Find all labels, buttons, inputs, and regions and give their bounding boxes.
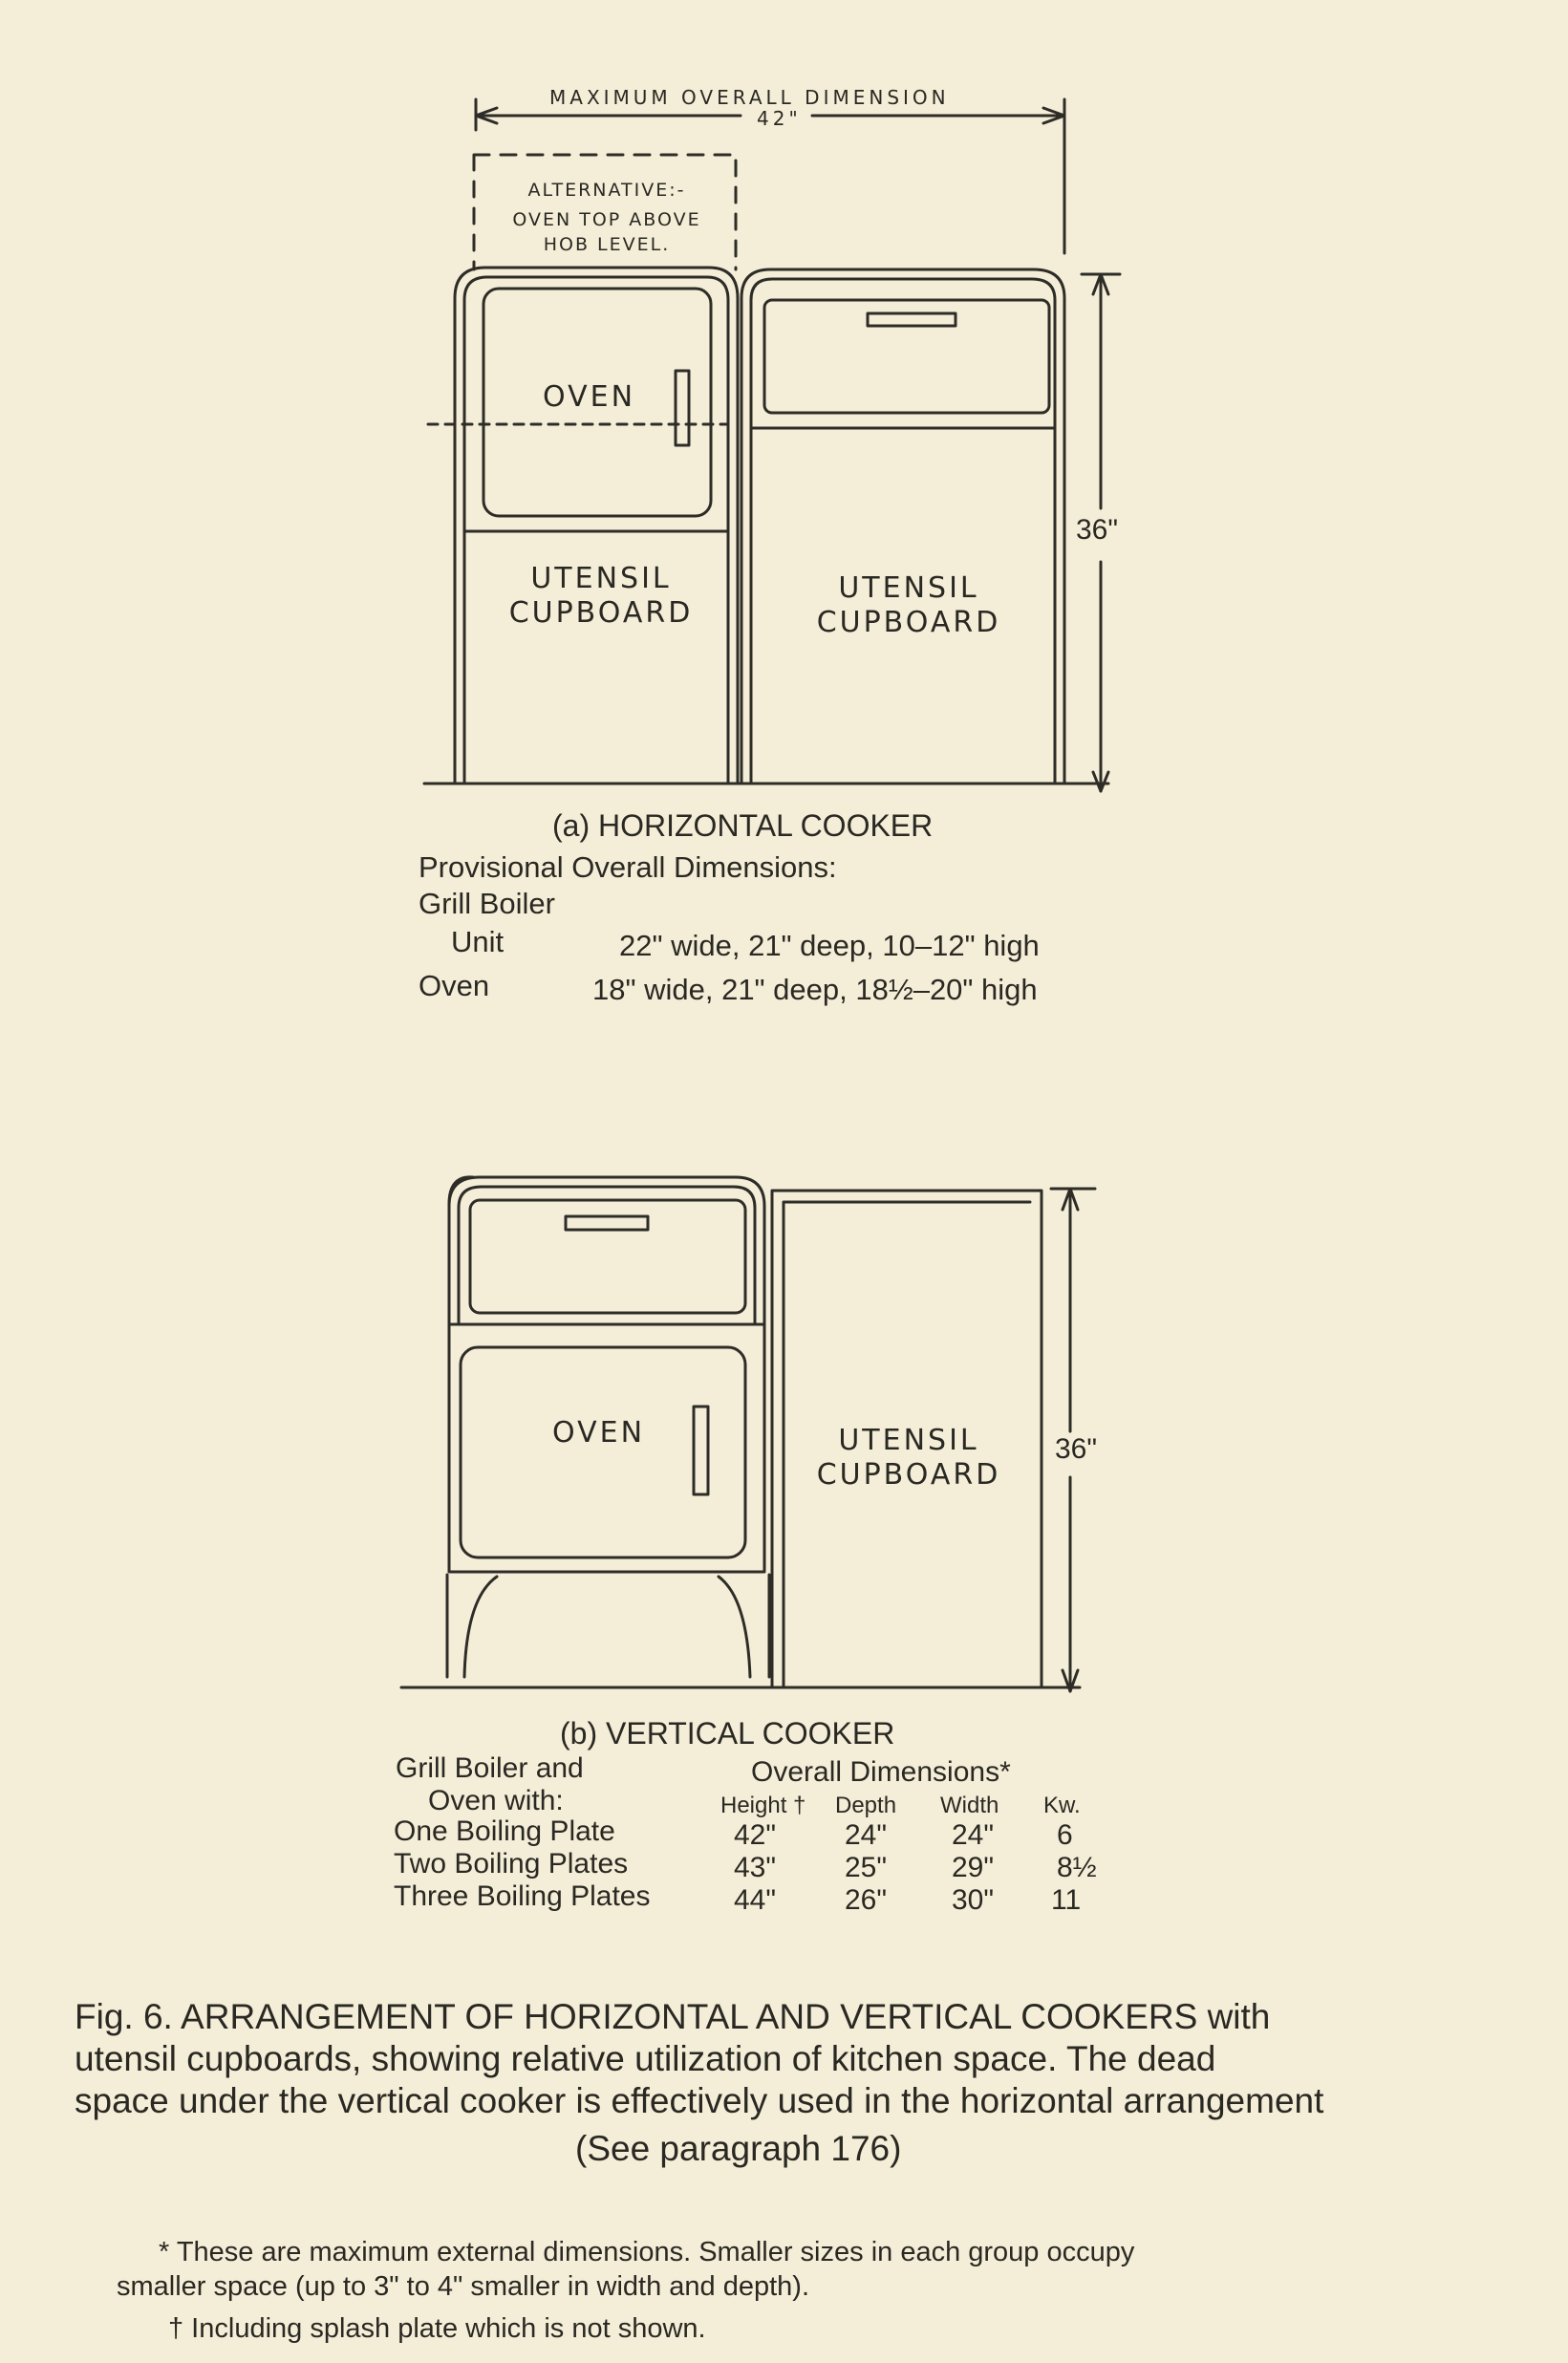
oven-label-b: OVEN [552, 1416, 646, 1450]
row-height: 44" [734, 1884, 777, 1916]
row-width: 30" [952, 1884, 995, 1916]
oven-handle [694, 1407, 708, 1494]
oven-label-a: OVEN [543, 380, 636, 414]
row-width: 24" [952, 1819, 995, 1851]
cupboard-label-b: UTENSIL CUPBOARD [816, 1424, 1001, 1492]
dimension-value: 42" [757, 107, 802, 130]
title-b: (b) VERTICAL COOKER [560, 1716, 895, 1751]
row-kw: 11 [1051, 1884, 1082, 1916]
spec-grill-line1: Grill Boiler [419, 887, 555, 920]
row-head-line2: Oven with: [428, 1785, 564, 1816]
figure-caption-reference: (See paragraph 176) [575, 2129, 902, 2168]
alt-note-line2: OVEN TOP ABOVE [512, 209, 701, 230]
cupboard-label-left: UTENSIL CUPBOARD [508, 562, 694, 630]
row-kw: 8½ [1057, 1852, 1097, 1883]
dimension-label: MAXIMUM OVERALL DIMENSION [549, 86, 950, 109]
col-depth: Depth [835, 1793, 897, 1818]
footnote-dagger: † Including splash plate which is not shown. [168, 2313, 706, 2344]
row-label: Three Boiling Plates [394, 1880, 651, 1912]
figure-caption-line3: space under the vertical cooker is effectively used in the horizontal arrangement [75, 2081, 1324, 2120]
row-width: 29" [952, 1852, 995, 1883]
alt-note-line3: HOB LEVEL. [543, 234, 671, 255]
col-width: Width [940, 1793, 999, 1818]
figure-caption-line1: Fig. 6. ARRANGEMENT OF HORIZONTAL AND VERTICAL COOKERS with [75, 1997, 1271, 2036]
spec-oven-value: 18" wide, 21" deep, 18½–20" high [592, 973, 1038, 1006]
spec-grill-value: 22" wide, 21" deep, 10–12" high [619, 929, 1040, 962]
height-label-a: 36" [1076, 514, 1119, 546]
row-kw: 6 [1057, 1819, 1073, 1851]
row-height: 43" [734, 1852, 777, 1883]
col-kw: Kw. [1043, 1793, 1081, 1818]
title-a: (a) HORIZONTAL COOKER [552, 808, 934, 843]
cupboard-label-right: UTENSIL CUPBOARD [816, 571, 1001, 639]
row-label: Two Boiling Plates [394, 1848, 629, 1880]
columns-title: Overall Dimensions* [751, 1756, 1011, 1788]
col-height: Height † [720, 1793, 806, 1818]
row-depth: 26" [845, 1884, 888, 1916]
spec-oven-label: Oven [419, 969, 490, 1002]
grill-handle [566, 1216, 648, 1230]
oven-door [461, 1347, 745, 1557]
alternative-note [478, 176, 736, 254]
figure-caption-line2: utensil cupboards, showing relative utilization of kitchen space. The dead [75, 2039, 1216, 2078]
spec-heading: Provisional Overall Dimensions: [419, 850, 837, 884]
row-depth: 25" [845, 1852, 888, 1883]
spec-grill-line2: Unit [451, 925, 505, 958]
row-height: 42" [734, 1819, 777, 1851]
row-label: One Boiling Plate [394, 1815, 615, 1847]
height-label-b: 36" [1055, 1433, 1098, 1465]
footnote-star-line1: * These are maximum external dimensions. Smaller sizes in each group occupy [159, 2237, 1135, 2267]
footnote-star-line2: smaller space (up to 3" to 4" smaller in width and depth). [117, 2271, 809, 2302]
row-depth: 24" [845, 1819, 888, 1851]
row-head-line1: Grill Boiler and [396, 1752, 584, 1784]
alt-note-line1: ALTERNATIVE:- [527, 180, 686, 201]
